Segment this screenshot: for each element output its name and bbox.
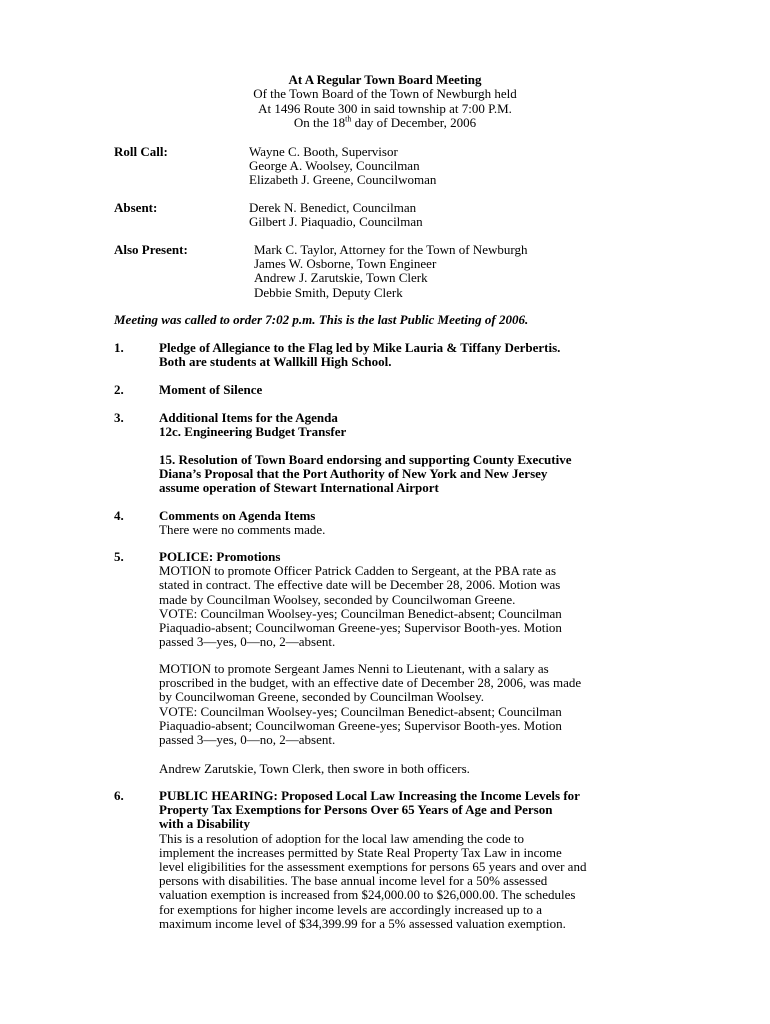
roll-call-name: George A. Woolsey, Councilman: [249, 158, 420, 174]
item-line: by Councilwoman Greene, seconded by Councilman Woolsey.: [159, 689, 484, 705]
roll-call-name: Elizabeth J. Greene, Councilwoman: [249, 172, 437, 188]
item-line: This is a resolution of adoption for the local law amending the code to: [159, 830, 524, 846]
item-number: 1.: [114, 340, 124, 355]
item-number: 2.: [114, 382, 124, 397]
also-present-name: Debbie Smith, Deputy Clerk: [254, 284, 403, 300]
item-5-motion-2: [159, 662, 679, 747]
item-line: maximum income level of $34,399.99 for a 5% assessed valuation exemption.: [159, 915, 566, 931]
also-present-list: [254, 243, 528, 300]
date-suffix: day of December, 2006: [351, 115, 477, 130]
absent-label: Absent:: [114, 200, 158, 215]
date-sup: th: [345, 114, 352, 124]
item-line: VOTE: Councilman Woolsey-yes; Councilman Benedict-absent; Councilman: [159, 605, 562, 621]
item-line: Pledge of Allegiance to the Flag led by Mike Lauria & Tiffany Derbertis.: [159, 340, 561, 355]
item-line: persons with disabilities. The base annual income level for a 50% assessed: [159, 873, 548, 889]
item-5-swear-in: Andrew Zarutskie, Town Clerk, then swore in both officers.: [159, 761, 470, 776]
item-line: implement the increases permitted by State Real Property Tax Law in income: [159, 844, 562, 860]
roll-call-name: Wayne C. Booth, Supervisor: [249, 144, 398, 159]
item-number: 5.: [114, 549, 124, 564]
item-line: 15. Resolution of Town Board endorsing and supporting County Executive: [159, 452, 572, 467]
item-line: Piaquadio-absent; Councilwoman Greene-yes; Supervisor Booth-yes. Motion: [159, 717, 562, 733]
item-number: 3.: [114, 410, 124, 425]
item-number: 4.: [114, 508, 124, 523]
roll-call-list: [249, 145, 436, 188]
item-1: [159, 341, 719, 369]
item-line: valuation exemption is increased from $24,000.00 to $26,000.00. The schedules: [159, 887, 576, 903]
item-title: POLICE: Promotions: [159, 549, 281, 564]
item-line: assume operation of Stewart International Airport: [159, 480, 439, 496]
item-line: for exemptions for higher income levels are accordingly increased up to a: [159, 901, 542, 917]
meeting-title: At A Regular Town Board Meeting: [288, 72, 482, 87]
item-line: Piaquadio-absent; Councilwoman Greene-yes; Supervisor Booth-yes. Motion: [159, 620, 562, 636]
also-present-label: Also Present:: [114, 242, 188, 257]
header-date: [0, 116, 770, 130]
item-line: stated in contract. The effective date will be December 28, 2006. Motion was: [159, 577, 561, 593]
date-prefix: On the 18: [293, 115, 346, 130]
item-title: Property Tax Exemptions for Persons Over 65 Years of Age and Person: [159, 802, 553, 818]
header-line-1: Of the Town Board of the Town of Newburgh held: [253, 86, 517, 101]
roll-call-label: Roll Call:: [114, 144, 168, 159]
item-line: MOTION to promote Sergeant James Nenni to Lieutenant, with a salary as: [159, 661, 549, 676]
header-line-2: At 1496 Route 300 in said township at 7:00 P.M.: [258, 101, 512, 116]
item-line: Additional Items for the Agenda: [159, 410, 338, 425]
absent-list: [249, 201, 423, 229]
item-line: passed 3—yes, 0—no, 2—absent.: [159, 732, 336, 748]
item-2-title: Moment of Silence: [159, 382, 263, 397]
also-present-name: Mark C. Taylor, Attorney for the Town of Newburgh: [254, 242, 528, 257]
item-line: level eligibilities for the assessment exemptions for persons 65 years and over and: [159, 859, 587, 875]
item-line: Both are students at Wallkill High School.: [159, 354, 392, 370]
item-title: PUBLIC HEARING: Proposed Local Law Increasing the Income Levels for: [159, 788, 580, 803]
item-line: Diana’s Proposal that the Port Authority of New York and New Jersey: [159, 466, 548, 482]
item-5: [159, 550, 679, 649]
item-3: [159, 411, 659, 439]
item-4: [159, 509, 659, 537]
item-line: 12c. Engineering Budget Transfer: [159, 424, 347, 440]
also-present-name: James W. Osborne, Town Engineer: [254, 256, 437, 272]
absent-name: Derek N. Benedict, Councilman: [249, 200, 417, 215]
item-line: made by Councilman Woolsey, seconded by Councilwoman Greene.: [159, 591, 516, 607]
item-3-extra: [159, 453, 679, 496]
item-title: with a Disability: [159, 816, 251, 832]
item-number: 6.: [114, 788, 124, 803]
also-present-name: Andrew J. Zarutskie, Town Clerk: [254, 270, 428, 286]
item-line: MOTION to promote Officer Patrick Cadden to Sergeant, at the PBA rate as: [159, 563, 557, 579]
item-title: Comments on Agenda Items: [159, 508, 316, 523]
item-line: passed 3—yes, 0—no, 2—absent.: [159, 634, 336, 650]
call-to-order: Meeting was called to order 7:02 p.m. This is the last Public Meeting of 2006.: [114, 312, 529, 327]
item-6: [159, 789, 679, 931]
item-line: proscribed in the budget, with an effective date of December 28, 2006, was made: [159, 675, 582, 691]
item-line: VOTE: Councilman Woolsey-yes; Councilman Benedict-absent; Councilman: [159, 703, 562, 719]
item-text: There were no comments made.: [159, 522, 326, 538]
absent-name: Gilbert J. Piaquadio, Councilman: [249, 214, 423, 230]
